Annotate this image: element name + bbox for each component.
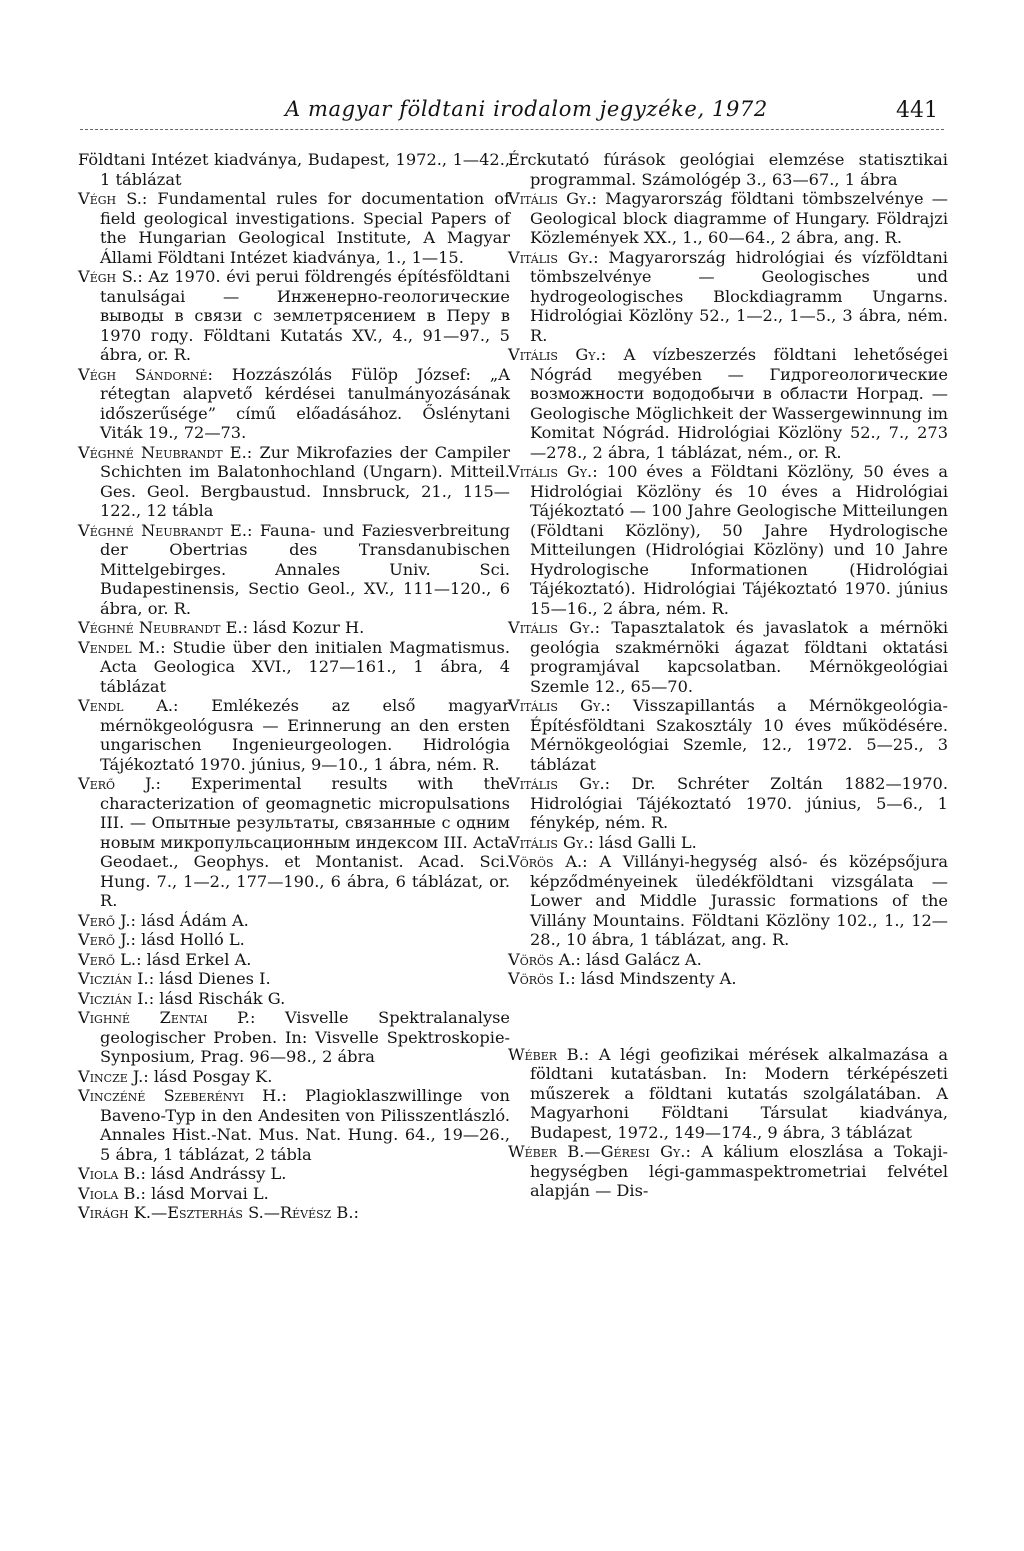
- entry-author: Vitális Gy.: [508, 345, 601, 364]
- bibliography-entry: [508, 833, 948, 853]
- entry-author: Vitális Gy.: [508, 832, 589, 852]
- entry-author: Vörös A.: [508, 852, 583, 871]
- entry-author: Véghné Neubrandt E.: [78, 442, 247, 462]
- entry-text: :: [353, 1203, 359, 1222]
- entry-text: : lásd Dienes I.: [148, 969, 271, 988]
- entry-author: Végh S.: [78, 189, 142, 208]
- entry-text: : Plagioklaszwillinge von Baveno-Typ in den Andesiten von Pilisszentlászló. Annales Hist.-Nat. Mus. Nat. Hung. 64., 19—26., 5 ábra, 1 táblázat, 2 tábla: [100, 1086, 510, 1164]
- entry-author: Vitális Gy.: [508, 696, 606, 715]
- bibliography-entry: [508, 852, 948, 950]
- entry-text: : A Villányi-hegység alsó- és középsőjura képződményeinek üledékföldtani vizsgálata — Lower and Middle Jurassic formations of the Villány Mountains. Földtani Közlöny 102., 1., 12—28., 10 ábra, 1 táblázat, ang. R.: [530, 852, 948, 949]
- entry-author: Vendl A.: [78, 696, 174, 715]
- bibliography-entry: [78, 1203, 510, 1223]
- bibliography-entry: [508, 950, 948, 970]
- entry-author: Vörös I.: [508, 969, 571, 988]
- entry-author: Vitális Gy.: [508, 462, 593, 481]
- entry-text: : Visvelle Spektralanalyse geologischer Proben. In: Visvelle Spektroskopie-Synposium, Prag. 96—98., 2 ábra: [100, 1008, 510, 1066]
- entry-text: : Fundamental rules for documentation of field geological investigations. Special Papers of the Hungarian Geological Institute, A Magyar Állami Földtani Intézet kiadványa, 1., 1—15.: [100, 189, 510, 267]
- entry-text: : Hozzászólás Fülöp József: „A rétegtan alapvető kérdései tanulmányozásának időszerűsége” című előadásához. Őslénytani Viták 19., 72—73.: [100, 364, 510, 442]
- bibliography-entry: [78, 150, 510, 189]
- bibliography-entry: [78, 989, 510, 1009]
- entry-author: Viola B.: [78, 1164, 141, 1183]
- bibliography-entry: [78, 1086, 510, 1164]
- entry-author: Verő J.: [78, 910, 131, 930]
- bibliography-entry: [78, 1164, 510, 1184]
- bibliography-entry: [508, 774, 948, 833]
- bibliography-entry: [78, 930, 510, 950]
- running-header: [80, 93, 944, 130]
- entry-author: Vitális Gy.: [508, 189, 592, 208]
- entry-author: Vendel M.: [78, 637, 161, 657]
- bibliography-entry: [78, 1008, 510, 1067]
- running-title: A magyar földtani irodalom jegyzéke, 1972: [285, 97, 768, 121]
- entry-text: : Tapasztalatok és javaslatok a mérnöki geológia szakmérnöki ágazat földtani oktatási programjával kapcsolatban. Mérnökgeológiai Szemle 12., 65—70.: [530, 618, 948, 696]
- entry-text: : A vízbeszerzés földtani lehetőségei Nógrád megyében — Гидрогеологические возможности вододобычи в области Ноград. — Geologische Möglichkeit der Wassergewinnung im Komitat Nógrád. Hidrológiai Közlöny 52., 7., 273—278., 2 ábra, 1 táblázat, ném., or. R.: [530, 345, 948, 462]
- entry-author: Verő J.: [78, 774, 156, 793]
- bibliography-entry: [78, 638, 510, 697]
- bibliography-entry: [78, 1067, 510, 1087]
- bibliography-entry: [78, 911, 510, 931]
- entry-author: Wéber B.: [508, 1044, 584, 1064]
- entry-text: : Zur Mikrofazies der Campiler Schichten im Balatonhochland (Ungarn). Mitteil. Ges. Geol. Bergbaustud. Innsbruck, 21., 115—122., 12 tábla: [100, 442, 510, 520]
- entry-text: : Studie über den initialen Magmatismus. Acta Geologica XVI., 127—161., 1 ábra, 4 táblázat: [100, 637, 510, 696]
- entry-text: : lásd Erkel A.: [136, 949, 252, 969]
- right-column: [508, 150, 948, 1201]
- bibliography-entry: [78, 521, 510, 619]
- bibliography-entry: [508, 696, 948, 774]
- page-number: 441: [896, 98, 938, 123]
- bibliography-entry: [78, 443, 510, 521]
- bibliography-entry: [78, 267, 510, 365]
- entry-text: : lásd Posgay K.: [143, 1066, 273, 1086]
- entry-author: Vitális Gy.: [508, 618, 595, 637]
- entry-author: Vighné Zentai P.: [78, 1008, 250, 1027]
- entry-author: Wéber B.—Géresi Gy.: [508, 1142, 686, 1161]
- entry-author: Vinczéné Szeberényi H.: [78, 1086, 282, 1105]
- entry-author: Vörös A.: [508, 949, 576, 969]
- bibliography-entry: [78, 1184, 510, 1204]
- entry-text: : Visszapillantás a Mérnökgeológia-Építésföldtani Szakosztály 10 éves működésére. Mérnökgeológiai Szemle, 12., 1972. 5—25., 3 táblázat: [530, 696, 948, 774]
- section-gap: [508, 989, 948, 1045]
- entry-text: : lásd Galácz A.: [575, 949, 702, 969]
- entry-author: Viczián I.: [78, 969, 149, 988]
- entry-author: Vincze J.: [78, 1066, 144, 1086]
- bibliography-entry: [78, 618, 510, 638]
- entry-text: Földtani Intézet kiadványa, Budapest, 1972., 1—42., 1 táblázat: [78, 150, 510, 189]
- entry-author: Verő L.: [78, 949, 137, 969]
- bibliography-entry: [508, 150, 948, 189]
- entry-author: Vitális Gy.: [508, 247, 594, 267]
- entry-author: Véghné Neubrandt E.: [78, 520, 248, 540]
- entry-text: : Experimental results with the characterization of geomagnetic micropulsations III. — Опытные результаты, связанные с одним новым микропульсационным индексом III. Acta Geodaet., Geophys. et Montanist. Acad. Sci. Hung. 7., 1—2., 177—190., 6 ábra, 6 táblázat, or. R.: [100, 774, 511, 910]
- bibliography-entry: [78, 950, 510, 970]
- bibliography-entry: [508, 618, 948, 696]
- entry-text: : Fauna- und Faziesverbreitung der Obertrias des Transdanubischen Mittelgebirges. Annales Univ. Sci. Budapestinensis, Sectio Geol., XV., 111—120., 6 ábra, or. R.: [100, 520, 510, 618]
- entry-text: : lásd Rischák G.: [148, 988, 286, 1008]
- entry-author: Véghné Neubrandt E.: [78, 618, 243, 637]
- entry-author: Végh Sándorné: [78, 364, 208, 384]
- entry-text: : A légi geofizikai mérések alkalmazása a földtani kutatásban. In: Modern térképészeti műszerek a földtani kutatás szolgálatában. A Magyarhoni Földtani Társulat kiadványa, Budapest, 1972., 149—174., 9 ábra, 3 táblázat: [530, 1044, 949, 1142]
- entry-text: : 100 éves a Földtani Közlöny, 50 éves a Hidrológiai Közlöny és 10 éves a Hidrológiai Tájékoztató — 100 Jahre Geologische Mitteilungen (Földtani Közlöny), 50 Jahre Hydrologische Mitteilungen (Hidrológiai Közlöny) und 10 Jahre Hydrologische Informationen (Hidrológiai Tájékoztató). Hidrológiai Tájékoztató 1970. június 15—16., 2 ábra, ném. R.: [530, 462, 948, 618]
- entry-text: : Magyarország földtani tömbszelvénye — Geological block diagramme of Hungary. Földrajzi Közlemények XX., 1., 60—64., 2 ábra, ang. R.: [530, 189, 948, 247]
- bibliography-entry: [508, 1142, 948, 1201]
- entry-text: : lásd Galli L.: [588, 832, 697, 852]
- bibliography-entry: [78, 696, 510, 774]
- bibliography-entry: [78, 365, 510, 443]
- entry-author: Viola B.: [78, 1183, 141, 1203]
- bibliography-entry: [508, 345, 948, 462]
- bibliography-entry: [78, 969, 510, 989]
- entry-text: : A kálium eloszlása a Tokaji-hegységben légi-gammaspektrometriai felvétel alapján — Dis-: [530, 1142, 948, 1200]
- entry-text: : Magyarország hidrológiai és vízföldtani tömbszelvénye — Geologisches und hydrogeologisches Blockdiagramm Ungarns. Hidrológiai Közlöny 52., 1—2., 1—5., 3 ábra, ném. R.: [530, 247, 948, 345]
- entry-text: : Emlékezés az első magyar mérnökgeológusra — Erinnerung an den ersten ungarischen Ingenieurgeologen. Hidrológia Tájékoztató 1970. június, 9—10., 1 ábra, ném. R.: [100, 696, 510, 774]
- entry-text: : lásd Holló L.: [130, 930, 245, 949]
- bibliography-entry: [508, 248, 948, 346]
- bibliography-entry: [78, 774, 510, 911]
- entry-author: Verő J.: [78, 930, 131, 949]
- entry-text: : Az 1970. évi perui földrengés építésföldtani tanulságai — Инженерно-геологические выводы в связи с землетрясением в Перу в 1970 году. Földtani Kutatás XV., 4., 91—97., 5 ábra, or. R.: [100, 267, 511, 364]
- entry-author: Végh S.: [78, 267, 138, 286]
- entry-author: Viczián I.: [78, 988, 149, 1008]
- left-column: [78, 150, 510, 1223]
- bibliography-entry: [508, 1045, 948, 1143]
- bibliography-entry: [78, 189, 510, 267]
- entry-text: : Dr. Schréter Zoltán 1882—1970. Hidrológiai Tájékoztató 1970. június, 5—6., 1 fénykép, ném. R.: [530, 774, 948, 832]
- entry-author: Virágh K.—Eszterhás S.—Révész B.: [78, 1203, 354, 1222]
- entry-author: Vitális Gy.: [508, 774, 605, 793]
- entry-text: : lásd Andrássy L.: [140, 1164, 287, 1183]
- entry-text: Érckutató fúrások geológiai elemzése statisztikai programmal. Számológép 3., 63—67., 1 ábra: [508, 150, 948, 189]
- entry-text: : lásd Morvai L.: [140, 1183, 269, 1203]
- bibliography-entry: [508, 462, 948, 618]
- bibliography-entry: [508, 969, 948, 989]
- entry-text: : lásd Mindszenty A.: [570, 969, 737, 988]
- entry-text: : lásd Ádám A.: [130, 910, 249, 930]
- bibliography-entry: [508, 189, 948, 248]
- entry-text: : lásd Kozur H.: [242, 618, 365, 637]
